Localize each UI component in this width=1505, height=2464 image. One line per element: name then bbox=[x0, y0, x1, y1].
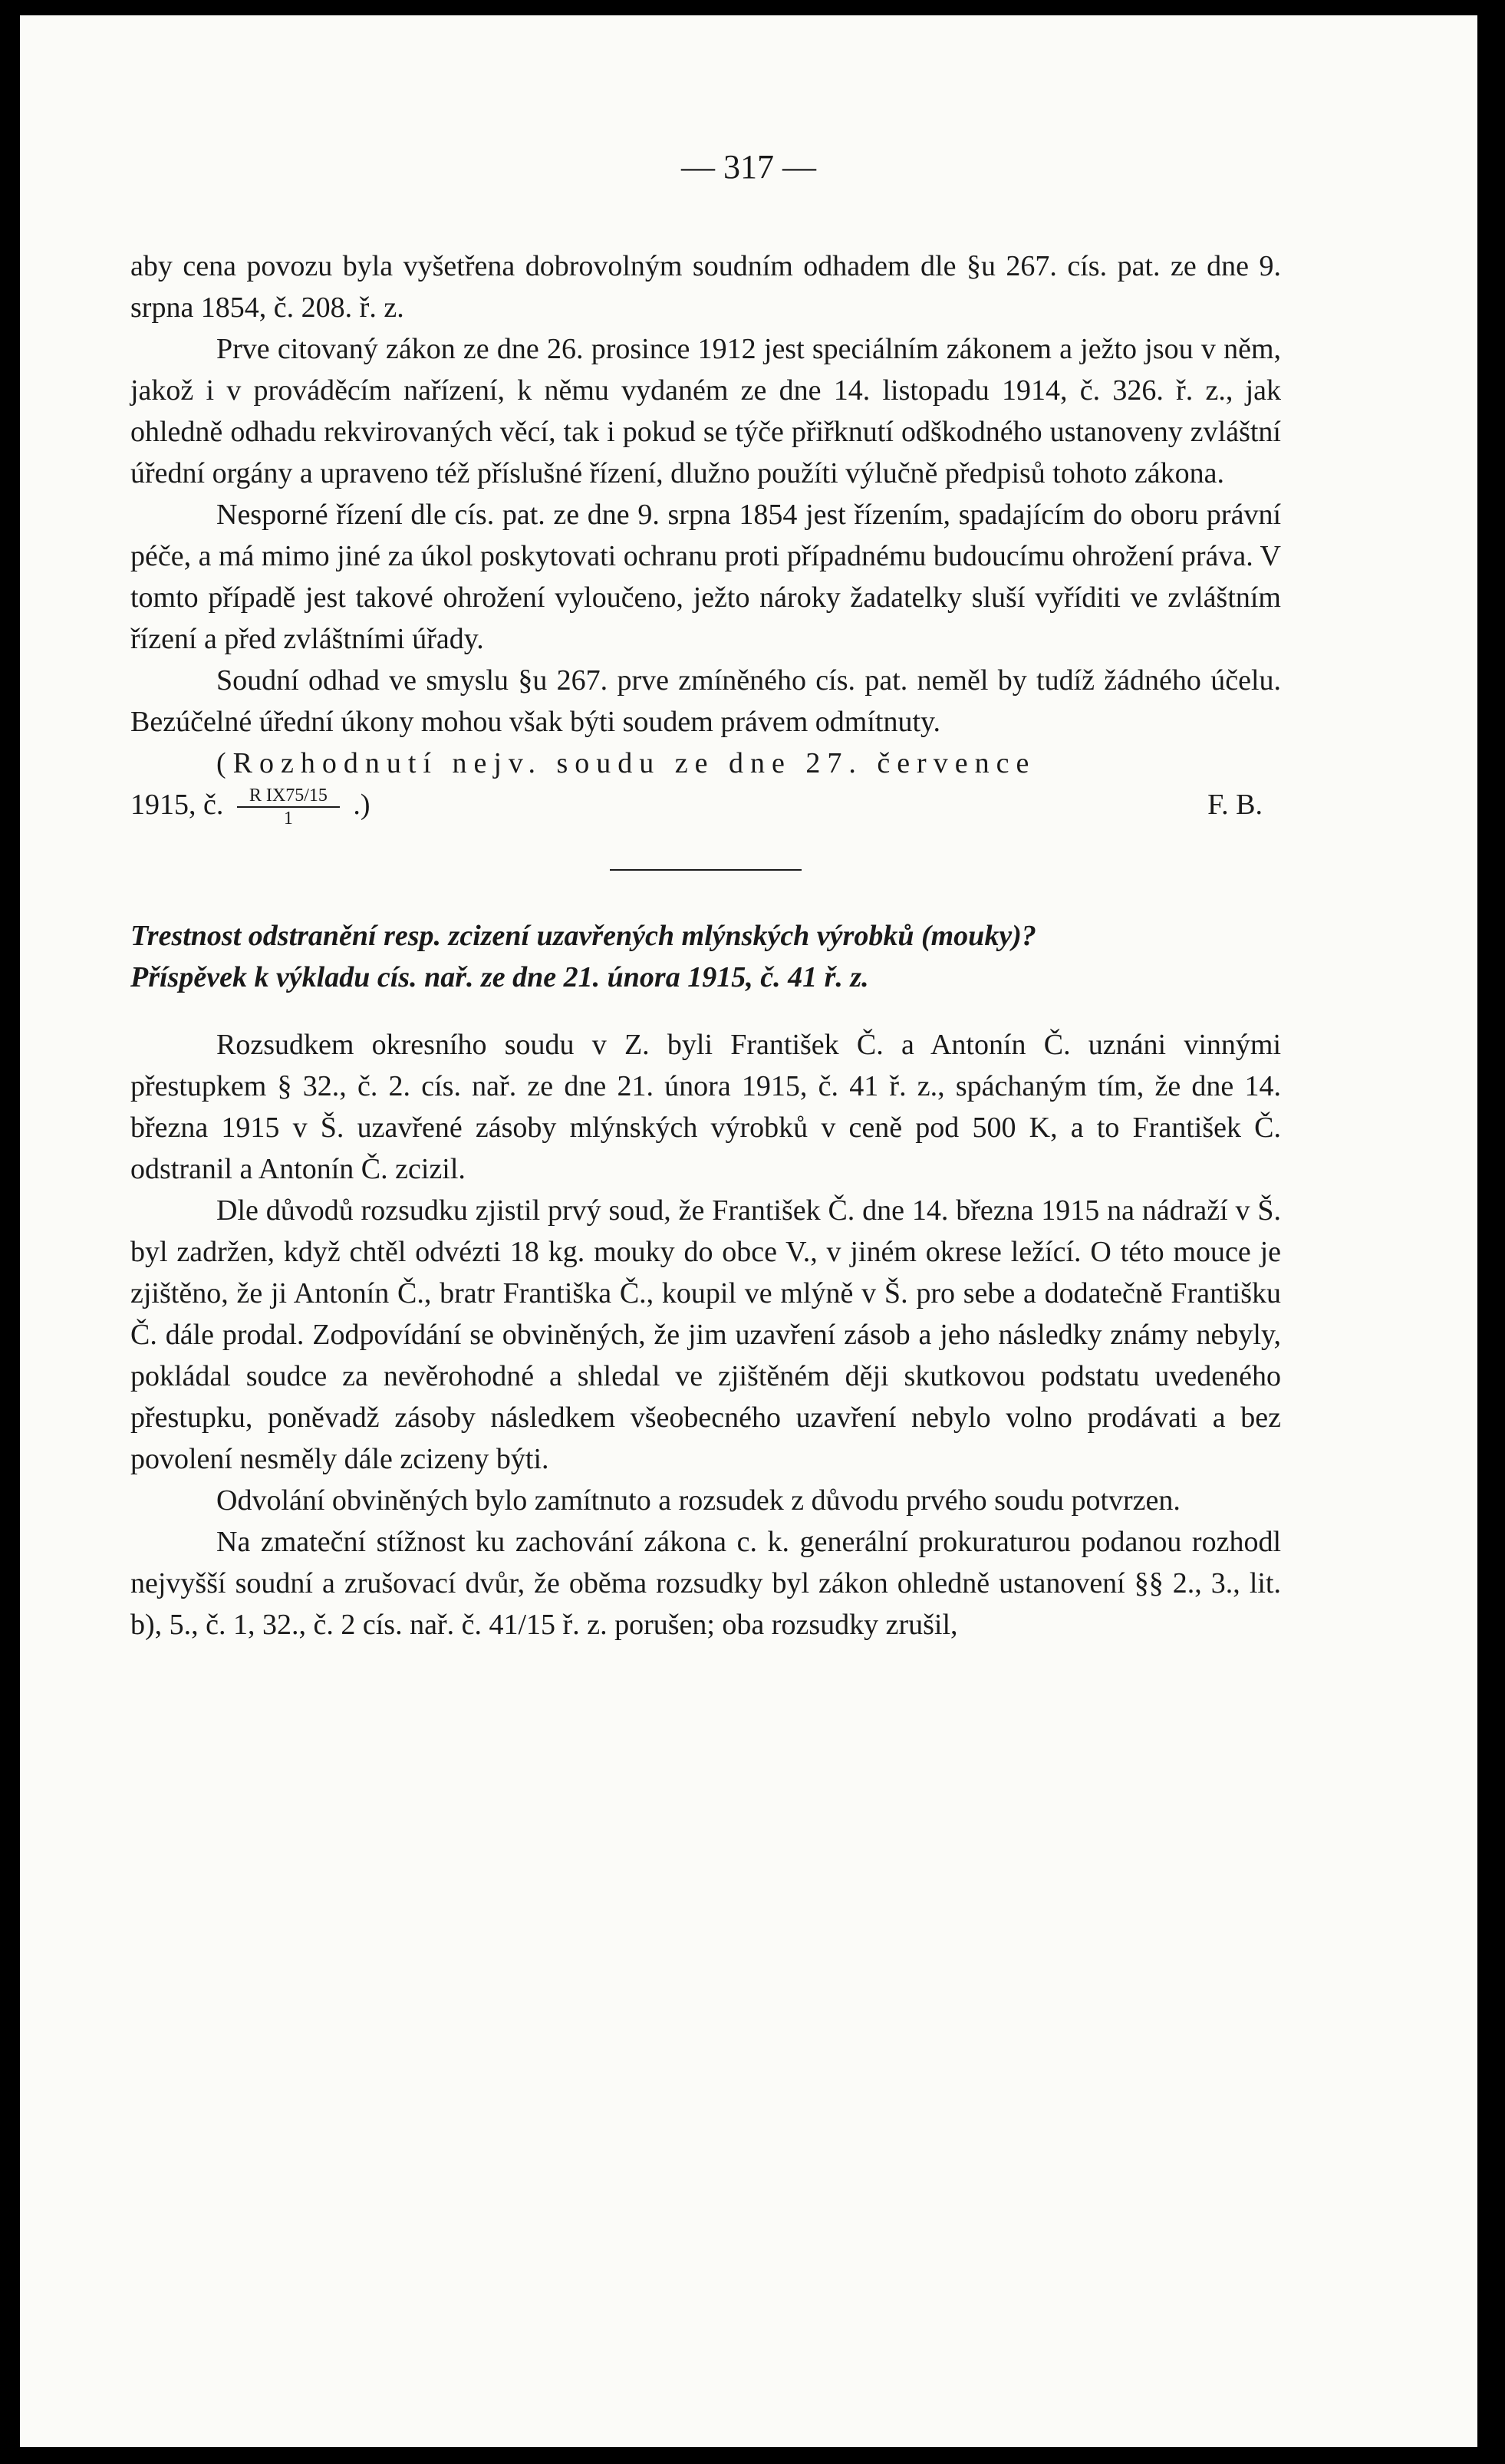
document-page bbox=[20, 15, 1477, 2447]
paragraph: Odvolání obviněných bylo zamítnuto a rozsudek z důvodu prvého soudu potvrzen. bbox=[216, 1484, 1181, 1517]
author-signature: F. B. bbox=[1207, 789, 1263, 821]
paragraph: Soudní odhad ve smyslu §u 267. prve zmíněného cís. pat. neměl by tudíž žádného účelu. Bezúčelné úřední úkony mohou však býti soudem právem odmítnuty. bbox=[130, 664, 1281, 738]
decision-year: 1915, č. bbox=[130, 789, 224, 821]
fraction-numerator: R IX75/15 bbox=[237, 785, 340, 808]
decision-citation bbox=[130, 743, 1281, 829]
decision-row bbox=[130, 784, 1281, 829]
paragraph: Nesporné řízení dle cís. pat. ze dne 9. srpna 1854 jest řízením, spadajícím do oboru právní péče, a má mimo jiné za úkol poskytovati ochranu proti případnému budoucímu ohrožení práva. V tomto případě jest takové ohrožení vyloučeno, ježto nároky žadatelky sluší vyříditi ve zvláštním řízení a před zvláštními úřady. bbox=[130, 499, 1281, 655]
paragraph: Rozsudkem okresního soudu v Z. byli František Č. a Antonín Č. uznáni vinnými přestupkem § 32., č. 2. cís. nař. ze dne 21. února 1915, č. 41 ř. z., spáchaným tím, že dne 14. března 1915 v Š. uzavřené zásoby mlýnských výrobků v ceně pod 500 K, a to František Č. odstranil a Antonín Č. zcizil. bbox=[130, 1029, 1281, 1186]
article-title bbox=[130, 915, 1281, 998]
section-divider bbox=[610, 869, 802, 871]
paragraph: Na zmateční stížnost ku zachování zákona c. k. generální prokuraturou podanou rozhodl nejvyšší soudní a zrušovací dvůr, že oběma rozsudky byl zákon ohledně ustanovení §§ 2., 3., lit. b), 5., č. 1, 32., č. 2 cís. nař. č. 41/15 ř. z. porušen; oba rozsudky zrušil, bbox=[130, 1526, 1281, 1642]
case-number-fraction bbox=[237, 785, 340, 829]
decision-close: .) bbox=[353, 789, 370, 821]
page-content bbox=[130, 245, 1281, 1645]
page-number: — 317 — bbox=[681, 148, 816, 186]
decision-reference bbox=[130, 784, 370, 829]
paragraph: Dle důvodů rozsudku zjistil prvý soud, že František Č. dne 14. března 1915 na nádraží v Š. byl zadržen, když chtěl odvézti 18 kg. mouky do obce V., v jiném okrese ležící. O této mouce je zjištěno, že ji Antonín Č., bratr Františka Č., koupil ve mlýně v Š. pro sebe a dodatečně Františku Č. dále prodal. Zodpovídání se obviněných, že jim uzavření zásob a jeho následky známy nebyly, pokládal soudce za nevěrohodné a shledal ve zjištěném ději skutkovou podstatu uvedeného přestupku, poněvadž zásoby následkem všeobecného uzavření nebylo volno prodávati a bez povolení nesměly dále zcizeny býti. bbox=[130, 1194, 1281, 1476]
article-title-sub: Příspěvek k výkladu cís. nař. ze dne 21. února 1915, č. 41 ř. z. bbox=[130, 961, 869, 994]
paragraph: aby cena povozu byla vyšetřena dobrovolným soudním odhadem dle §u 267. cís. pat. ze dne 9. srpna 1854, č. 208. ř. z. bbox=[130, 250, 1281, 324]
article-title-lead: Trestnost odstranění resp. zcizení uzavřených mlýnských výrobků (mouky)? bbox=[130, 920, 1036, 953]
fraction-denominator: 1 bbox=[283, 809, 293, 829]
decision-line: (Rozhodnutí nejv. soudu ze dne 27. července bbox=[216, 747, 1036, 779]
paragraph: Prve citovaný zákon ze dne 26. prosince 1912 jest speciálním zákonem a ježto jsou v něm, jakož i v prováděcím nařízení, k němu vydaném ze dne 14. listopadu 1914, č. 326. ř. z., jak ohledně odhadu rekvirovaných věcí, tak i pokud se týče přiřknutí odškodného ustanoveny zvláštní úřední orgány a upraveno též příslušné řízení, dlužno použíti výlučně předpisů tohoto zákona. bbox=[130, 333, 1281, 489]
